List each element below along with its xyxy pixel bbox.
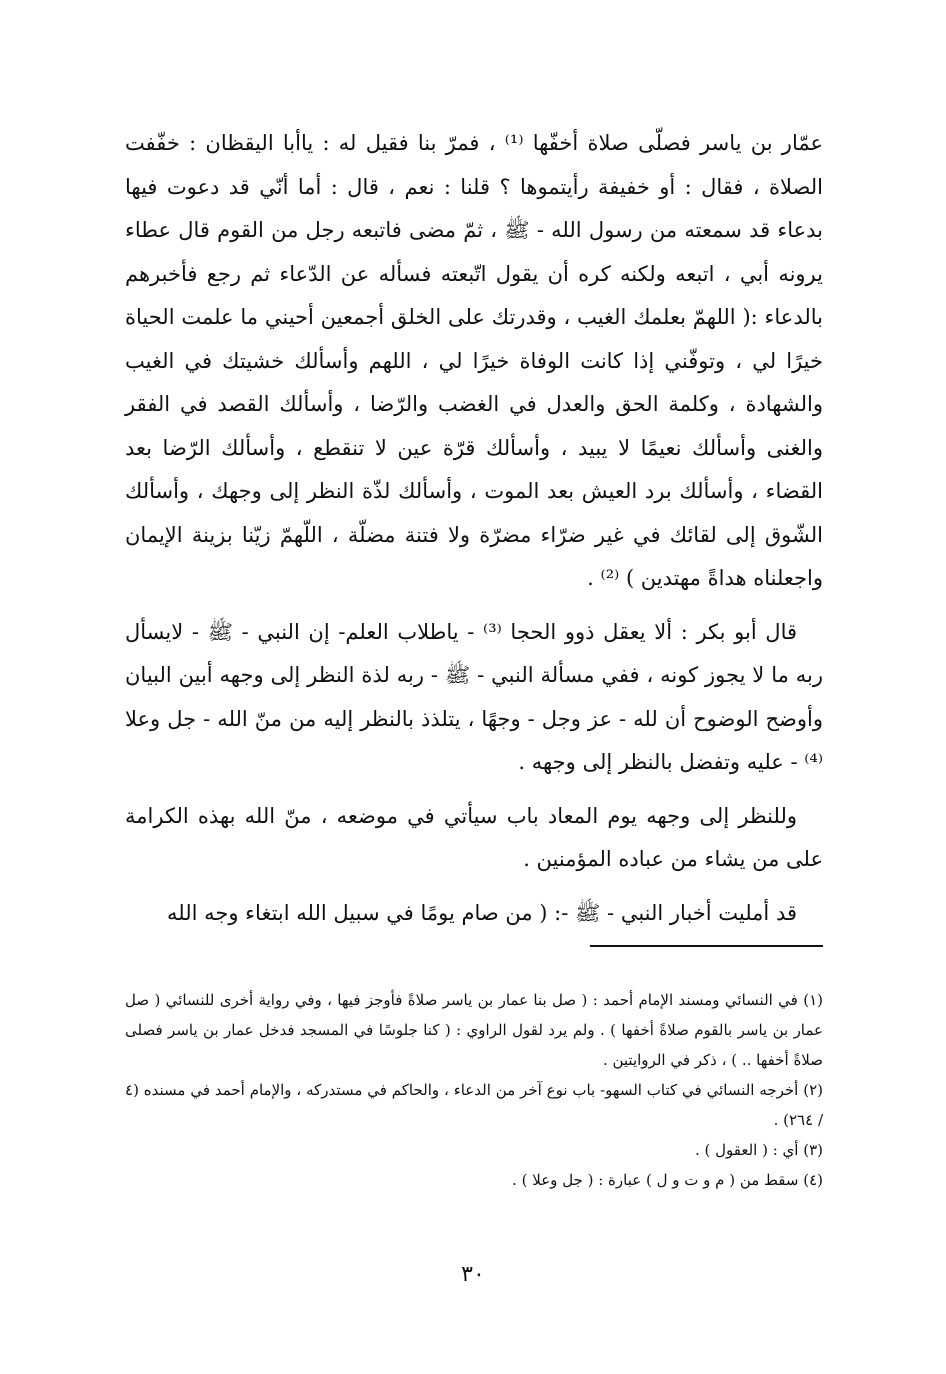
- paragraph-2: قال أبو بكر : ألا يعقل ذوو الحجا ⁽³⁾ - ياطلاب العلم- إن النبي - ﷺ - لايسأل ربه ما لا يجوز كونه ، ففي مسألة النبي - ﷺ - ربه لذة النظر إلى وجهه أبين البيان وأوضح الوضوح أن لله - عز وجل - وجهًا ، يتلذذ بالنظر إليه من منّ الله - جل وعلا ⁽⁴⁾ - عليه وتفضل بالنظر إلى وجهه .: [125, 619, 823, 774]
- paragraph-4: قد أمليت أخبار النبي - ﷺ -: ( من صام يومًا في سبيل الله ابتغاء وجه الله: [167, 900, 797, 925]
- footnote-divider: [590, 945, 823, 947]
- page-number: ٣٠: [461, 1262, 485, 1287]
- footnote-4: (٤) سقط من ( م و ت و ل ) عبارة : ( جل وعلا ) .: [512, 1171, 823, 1189]
- footnote-1: (١) في النسائي ومسند الإمام أحمد : ( صل بنا عمار بن ياسر صلاةً فأوجز فيها ، وفي رواية أخرى للنسائي ( صل عمار بن ياسر بالقوم صلاةً أخفها ) . ولم يرد لقول الراوي : ( كنا جلوسًا في المسجد فدخل عمار بن ياسر فصلى صلاةً أخفها .. ) ، ذكر في الروايتين .: [125, 991, 823, 1069]
- footnotes: [125, 985, 823, 1195]
- footnote-3: (٣) أي : ( العقول ) .: [694, 1141, 823, 1159]
- paragraph-3: وللنظر إلى وجهه يوم المعاد باب سيأتي في موضعه ، منّ الله بهذه الكرامة على من يشاء من عباده المؤمنين .: [125, 803, 823, 871]
- paragraph-1: عمّار بن ياسر فصلّى صلاة أخفّها ⁽¹⁾ ، فمرّ بنا فقيل له : ياأبا اليقظان : خفّفت الصلاة ، فقال : أو خفيفة رأيتموها ؟ قلنا : نعم ، قال : أما أنّي قد دعوت فيها بدعاء قد سمعته من رسول الله - ﷺ ، ثمّ مضى فاتبعه رجل من القوم قال عطاء يرونه أبي ، اتبعه ولكنه كره أن يقول اتّبعته فسأله عن الدّعاء ثم رجع فأخبرهم بالدعاء :( اللهمّ بعلمك الغيب ، وقدرتك على الخلق أجمعين أحيني ما علمت الحياة خيرًا لي ، وتوفّني إذا كانت الوفاة خيرًا لي ، اللهم وأسألك خشيتك في الغيب والشهادة ، وكلمة الحق والعدل في الغضب والرّضا ، وأسألك القصد في الفقر والغنى وأسألك نعيمًا لا يبيد ، وأسألك قرّة عين لا تنقطع ، وأسألك الرّضا بعد القضاء ، وأسألك برد العيش بعد الموت ، وأسألك لذّة النظر إلى وجهك ، وأسألك الشّوق إلى لقائك في غير ضرّاء مضرّة ولا فتنة مضلّة ، اللّهمّ زيّنا بزينة الإيمان واجعلناه هداةً مهتدين ) ⁽²⁾ .: [125, 131, 824, 590]
- main-text: [125, 122, 823, 945]
- footnote-2: (٢) أخرجه النسائي في كتاب السهو- باب نوع آخر من الدعاء ، والحاكم في مستدركه ، والإمام أحمد في مسنده (٤ / ٢٦٤) .: [125, 1081, 823, 1129]
